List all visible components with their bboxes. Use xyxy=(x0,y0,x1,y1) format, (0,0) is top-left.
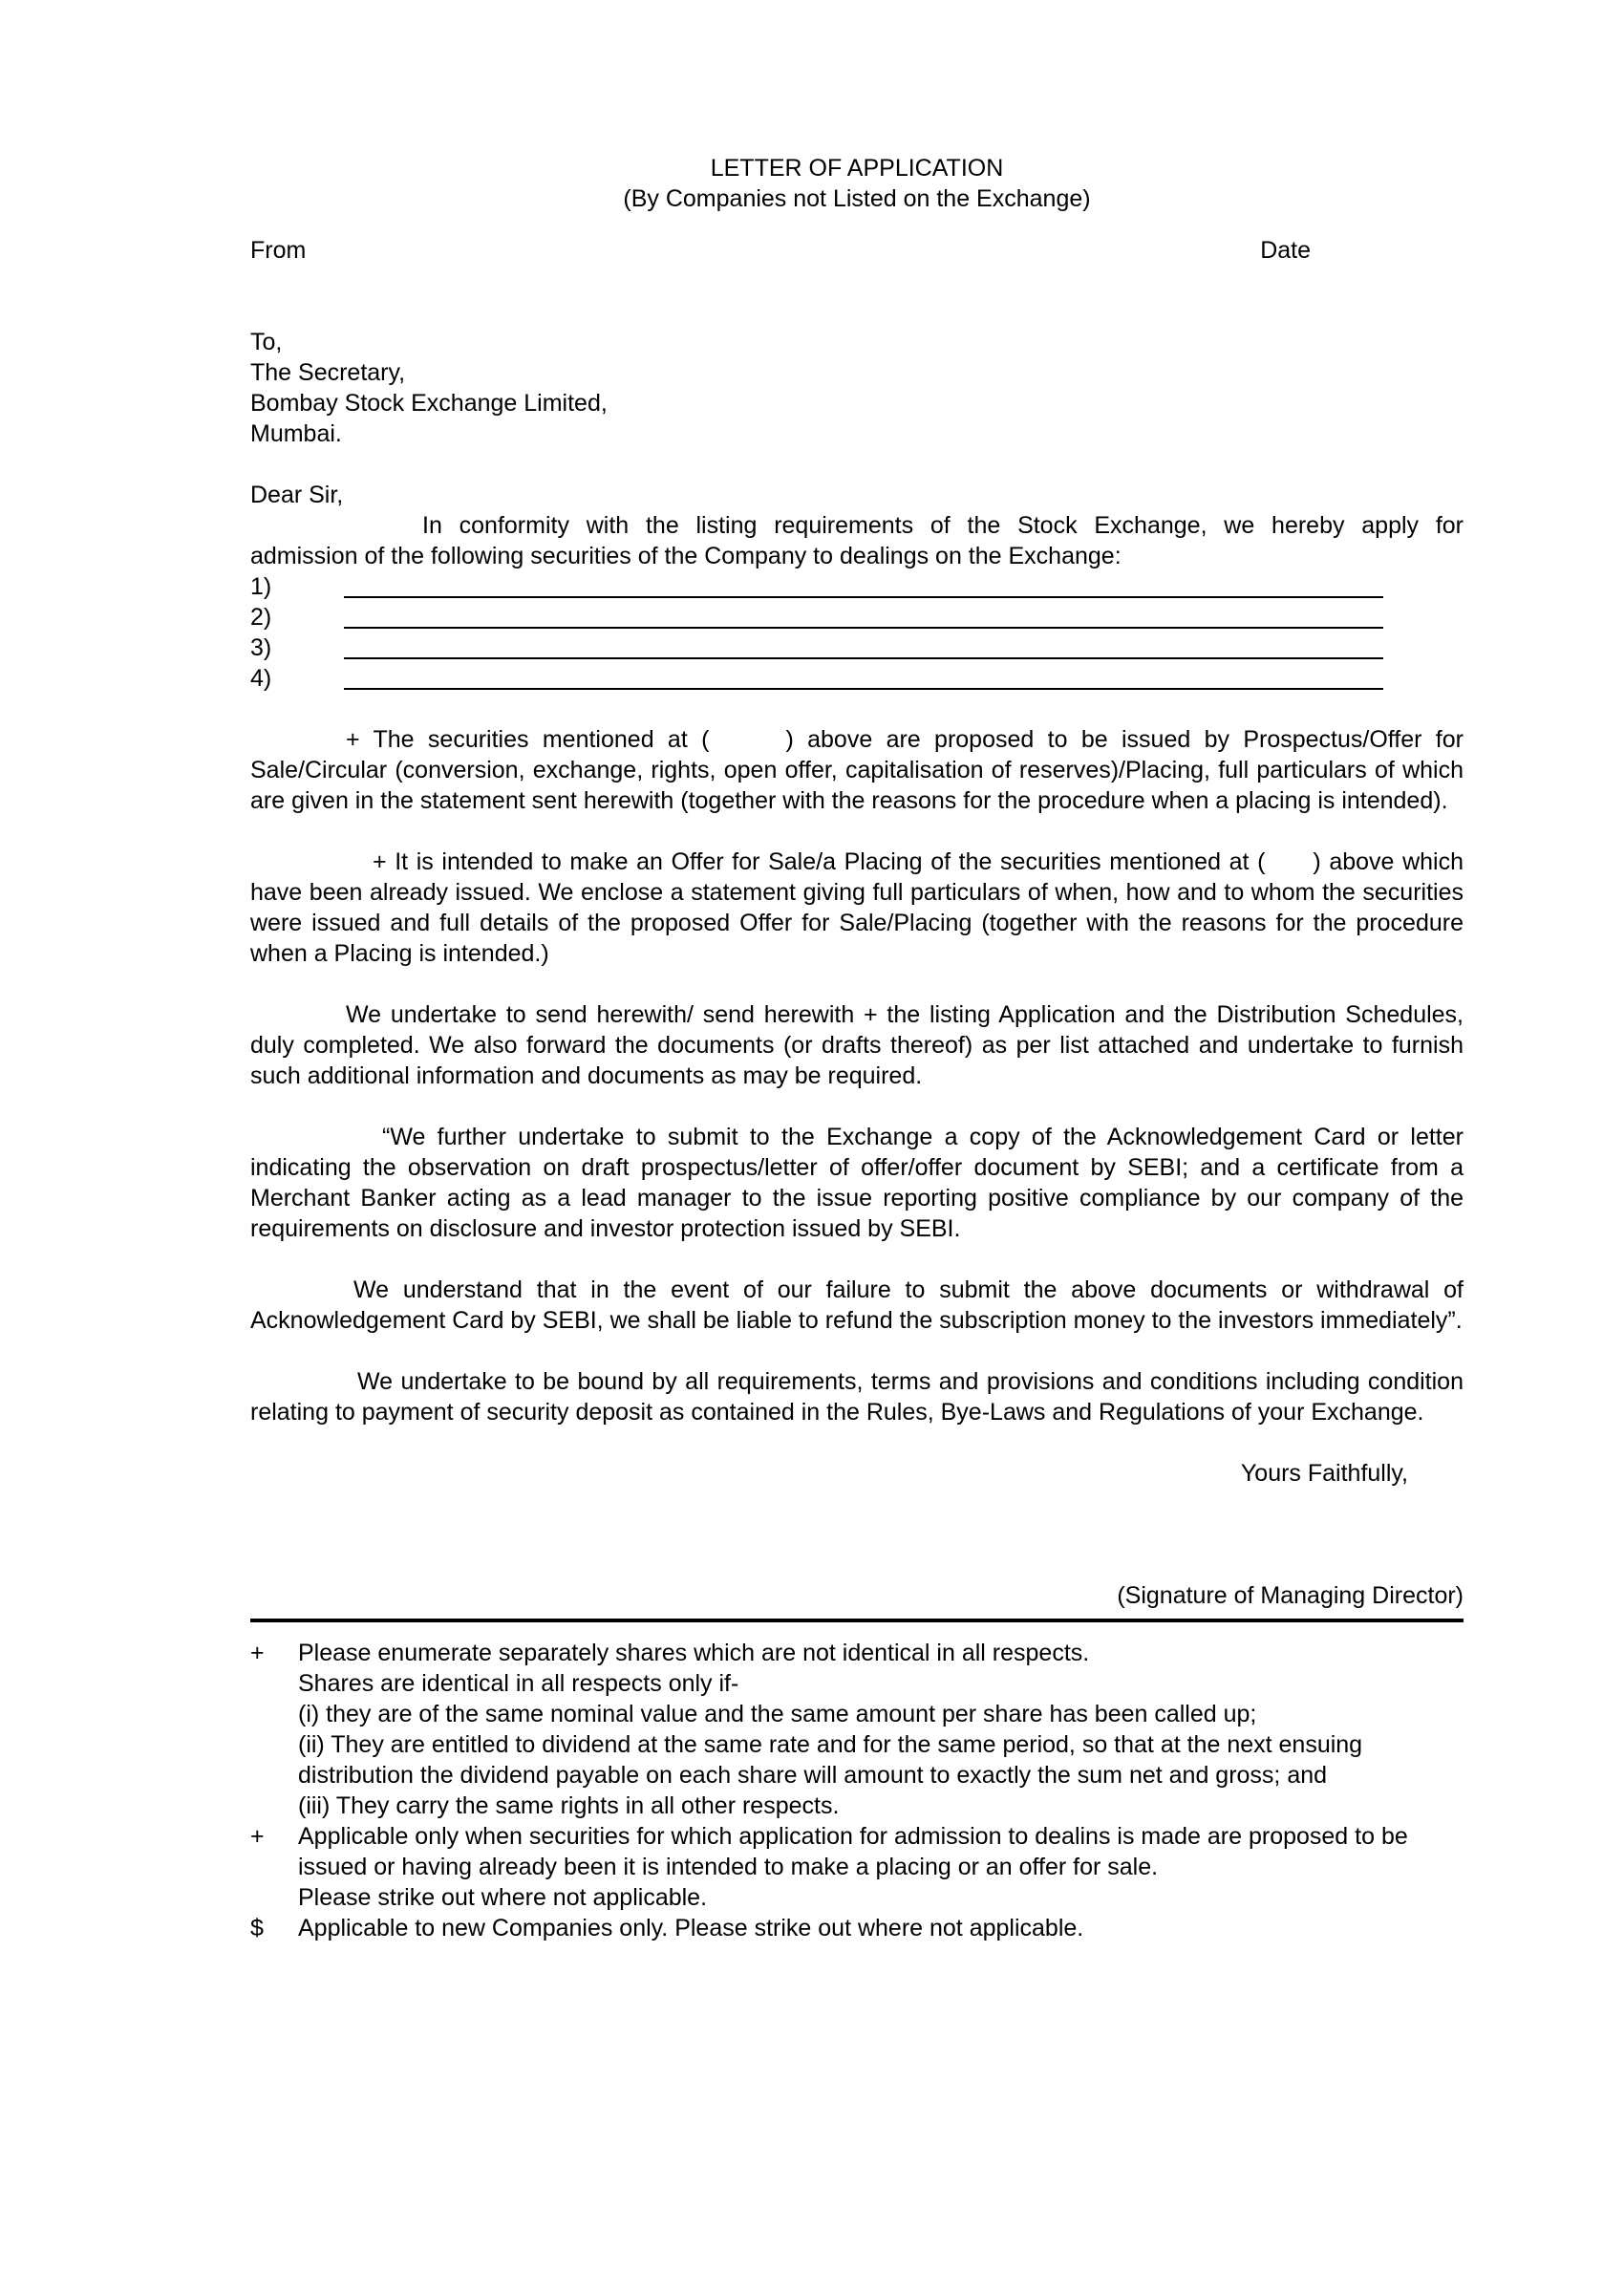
footnote-text xyxy=(298,1821,1464,1913)
footnote-line: Please enumerate separately shares which are not identical in all respects. xyxy=(298,1640,1090,1666)
footnote-line: Please strike out where not applicable. xyxy=(298,1884,708,1911)
blank-line xyxy=(344,571,1383,598)
paragraph-prospectus xyxy=(250,724,1464,816)
letter-page xyxy=(250,153,1464,1943)
footnote xyxy=(250,1821,1464,1913)
from-label: From xyxy=(250,237,307,264)
footnote xyxy=(250,1638,1464,1821)
paragraph-text: ) above are proposed to be issued by Prospectus/Offer for Sale/Circular (conversion, exchange, rights, open offer, capitalisation of reserves)/Placing, full particulars of which are given in the statement sent herewith (together with the reasons for the procedure when a placing is intended). xyxy=(250,726,1464,814)
blank-line xyxy=(344,663,1383,690)
salutation: Dear Sir, xyxy=(250,482,344,508)
paragraph-bound-by-rules: We undertake to be bound by all requirements, terms and provisions and conditions including condition relating to payment of security deposit as contained in the Rules, Bye-Laws and Regulations of your Exchange. xyxy=(250,1368,1464,1426)
securities-list-item xyxy=(250,663,1464,694)
footnote-symbol: + xyxy=(250,1640,265,1666)
blank-line xyxy=(344,602,1383,629)
footnote-line: (i) they are of the same nominal value and the same amount per share has been called up; xyxy=(298,1701,1257,1727)
intro-line-1: In conformity with the listing requirements of the Stock Exchange, we hereby apply for xyxy=(422,512,1464,539)
paragraph-text: + The securities mentioned at ( xyxy=(346,726,710,753)
paragraph-text: + It is intended to make an Offer for Sale/a Placing of the securities mentioned at ( xyxy=(373,848,1266,875)
footnote-line: Applicable to new Companies only. Please strike out where not applicable. xyxy=(298,1915,1084,1941)
paragraph-offer-for-sale xyxy=(250,847,1464,969)
blank-line xyxy=(344,633,1383,659)
item-number: 4) xyxy=(250,665,272,692)
footnote xyxy=(250,1913,1464,1943)
recipient-address xyxy=(250,327,1464,449)
paragraph-text: ) above which have been already issued. We enclose a statement giving full particulars of when, how and to whom the securities were issued and full details of the proposed Offer for Sale/Placing (together with the reasons for the procedure when a Placing is intended.) xyxy=(250,848,1464,967)
from-date-row xyxy=(250,235,1464,266)
footnote-line: Shares are identical in all respects only if- xyxy=(298,1670,739,1697)
address-line: To, xyxy=(250,329,283,355)
item-number: 3) xyxy=(250,634,272,661)
securities-list-item xyxy=(250,571,1464,602)
footnote-line: (ii) They are entitled to dividend at the same rate and for the same period, so that at the next ensuing distribution the dividend payable on each share will amount to exactly the sum net and gross; and xyxy=(298,1731,1363,1789)
document-subtitle: (By Companies not Listed on the Exchange) xyxy=(623,185,1091,212)
footnote-text xyxy=(298,1638,1464,1821)
paragraph-further-undertaking: “We further undertake to submit to the Exchange a copy of the Acknowledgement Card or letter indicating the observation on draft prospectus/letter of offer/offer document by SEBI; and a certificate from a Merchant Banker acting as a lead manager to the issue reporting positive compliance by our company of the requirements on disclosure and investor protection issued by SEBI. xyxy=(250,1124,1464,1242)
divider xyxy=(250,1619,1464,1622)
footnotes xyxy=(250,1638,1464,1943)
date-label: Date xyxy=(1260,237,1311,264)
securities-list-item xyxy=(250,602,1464,633)
footnote-line: (iii) They carry the same rights in all other respects. xyxy=(298,1792,840,1819)
securities-list-item xyxy=(250,633,1464,663)
address-line: The Secretary, xyxy=(250,359,406,386)
paragraph-undertaking: We undertake to send herewith/ send herewith + the listing Application and the Distribution Schedules, duly completed. We also forward the documents (or drafts thereof) as per list attached and undertake to furnish such additional information and documents as may be required. xyxy=(250,1001,1464,1089)
document-title: LETTER OF APPLICATION xyxy=(710,155,1004,182)
address-line: Bombay Stock Exchange Limited, xyxy=(250,390,608,417)
footnote-symbol: + xyxy=(250,1823,265,1850)
item-number: 2) xyxy=(250,604,272,631)
footnote-text xyxy=(298,1913,1464,1943)
signature-label: (Signature of Managing Director) xyxy=(1117,1582,1464,1609)
intro-line-2: admission of the following securities of the Company to dealings on the Exchange: xyxy=(250,543,1122,569)
footnote-line: Applicable only when securities for which application for admission to dealins is made are proposed to be issued or having already been it is intended to make a placing or an offer for sale. xyxy=(298,1823,1408,1880)
address-line: Mumbai. xyxy=(250,420,342,447)
paragraph-refund: We understand that in the event of our failure to submit the above documents or withdrawal of Acknowledgement Card by SEBI, we shall be liable to refund the subscription money to the investors immediately”. xyxy=(250,1276,1464,1334)
securities-list xyxy=(250,571,1464,694)
closing: Yours Faithfully, xyxy=(1240,1460,1408,1487)
footnote-symbol: $ xyxy=(250,1915,264,1941)
item-number: 1) xyxy=(250,573,272,600)
